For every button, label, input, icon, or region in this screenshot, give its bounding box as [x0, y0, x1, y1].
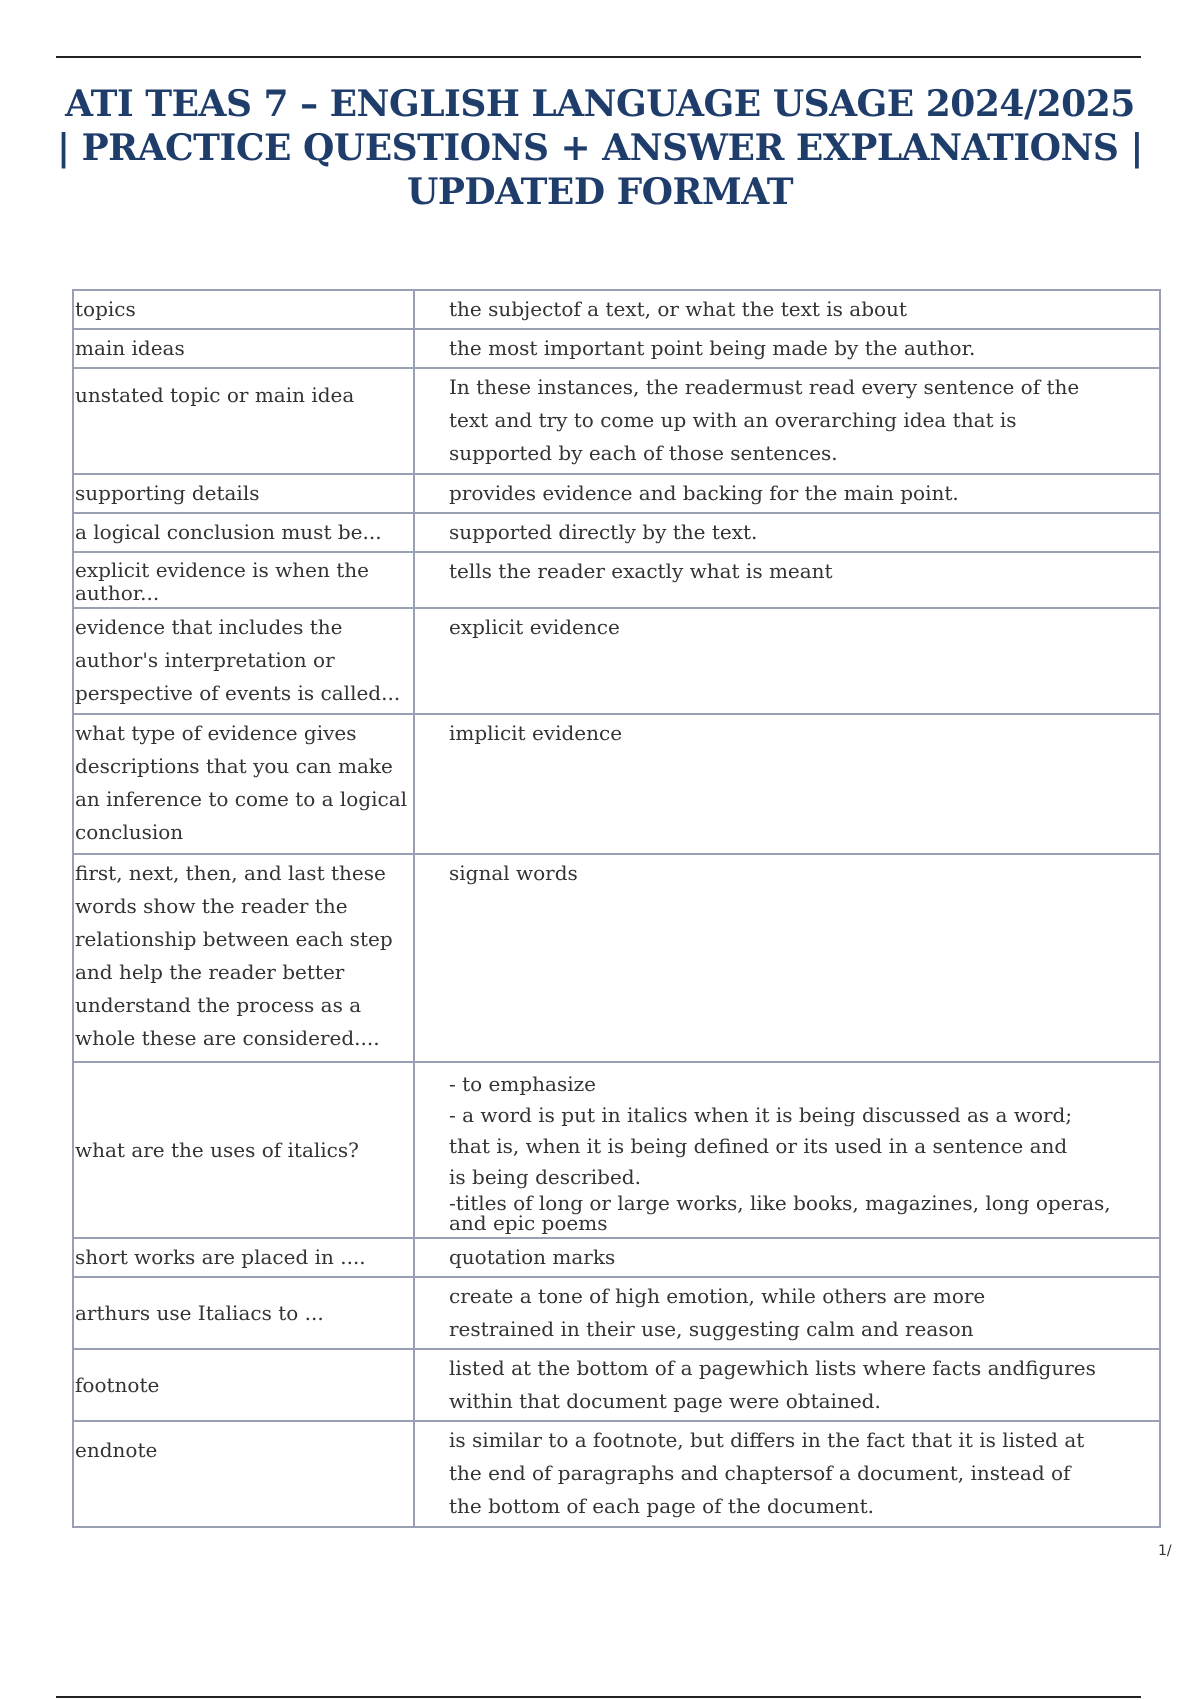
- definition-cell: [414, 714, 1160, 854]
- definition-line: the bottom of each page of the document.: [449, 1494, 875, 1518]
- term-cell: main ideas: [73, 329, 414, 368]
- table-row: [73, 854, 1160, 1062]
- table-row: [73, 474, 1160, 513]
- term-cell: what type of evidence gives descriptions that you can make an inference to come to a logical conclusion: [73, 714, 414, 854]
- table-row: [73, 608, 1160, 714]
- term-cell: endnote: [73, 1421, 414, 1527]
- term-cell: arthurs use Italiacs to ...: [73, 1277, 414, 1349]
- definition-line: the most important point being made by the author.: [449, 336, 976, 360]
- definition-cell: [414, 1238, 1160, 1277]
- definition-cell: [414, 329, 1160, 368]
- term-cell: a logical conclusion must be...: [73, 513, 414, 552]
- definition-line: In these instances, the readermust read every sentence of the: [449, 375, 1080, 399]
- table-row: [73, 1277, 1160, 1349]
- definition-line: the end of paragraphs and chaptersof a document, instead of: [449, 1461, 1071, 1485]
- qa-table: [72, 289, 1161, 1528]
- table-row: [73, 1421, 1160, 1527]
- top-rule: [56, 56, 1141, 58]
- title-line-2: | PRACTICE QUESTIONS + ANSWER EXPLANATIONS |: [56, 127, 1143, 169]
- definition-line: create a tone of high emotion, while others are more: [449, 1284, 986, 1308]
- definition-cell: [414, 552, 1160, 608]
- definition-line: that is, when it is being defined or its used in a sentence and: [449, 1134, 1068, 1158]
- table-row: [73, 714, 1160, 854]
- table-row: [73, 368, 1160, 474]
- title-line-3: UPDATED FORMAT: [406, 171, 794, 213]
- definition-line: listed at the bottom of a pagewhich lists where facts andfigures: [449, 1356, 1096, 1380]
- definition-cell: [414, 608, 1160, 714]
- term-cell: unstated topic or main idea: [73, 368, 414, 474]
- definition-cell: [414, 1349, 1160, 1421]
- definition-cell: [414, 290, 1160, 329]
- definition-cell: [414, 1062, 1160, 1238]
- definition-line: - a word is put in italics when it is being discussed as a word;: [449, 1103, 1073, 1127]
- term-cell: topics: [73, 290, 414, 329]
- table-row: [73, 513, 1160, 552]
- title-line-1: ATI TEAS 7 – ENGLISH LANGUAGE USAGE 2024/2025: [65, 83, 1135, 125]
- definition-line: the subjectof a text, or what the text is about: [449, 297, 907, 321]
- definition-line: quotation marks: [449, 1245, 616, 1269]
- term-cell: short works are placed in ....: [73, 1238, 414, 1277]
- table-row: [73, 552, 1160, 608]
- definition-line: is similar to a footnote, but differs in the fact that it is listed at: [449, 1428, 1085, 1452]
- term-cell: footnote: [73, 1349, 414, 1421]
- definition-line: text and try to come up with an overarching idea that is: [449, 408, 1017, 432]
- term-cell: explicit evidence is when the author...: [73, 552, 414, 608]
- definition-line: signal words: [449, 861, 578, 885]
- definition-line: supported by each of those sentences.: [449, 441, 838, 465]
- definition-line: restrained in their use, suggesting calm and reason: [449, 1317, 974, 1341]
- definition-line: explicit evidence: [449, 615, 620, 639]
- page-number: 1/: [1158, 1543, 1172, 1559]
- table-row: [73, 1062, 1160, 1238]
- definition-line: implicit evidence: [449, 721, 623, 745]
- definition-line: is being described.: [449, 1165, 641, 1189]
- definition-line: within that document page were obtained.: [449, 1389, 881, 1413]
- table-row: [73, 290, 1160, 329]
- definition-cell: [414, 854, 1160, 1062]
- definition-cell: [414, 513, 1160, 552]
- definition-line: tells the reader exactly what is meant: [449, 559, 833, 583]
- bottom-rule: [56, 1696, 1141, 1698]
- definition-line: provides evidence and backing for the main point.: [449, 481, 959, 505]
- table-row: [73, 1238, 1160, 1277]
- definition-line: supported directly by the text.: [449, 520, 758, 544]
- definition-cell: [414, 1277, 1160, 1349]
- definition-line: -titles of long or large works, like books, magazines, long operas, and epic poems: [449, 1191, 1111, 1235]
- definition-cell: [414, 1421, 1160, 1527]
- table-row: [73, 329, 1160, 368]
- term-cell: supporting details: [73, 474, 414, 513]
- table-row: [73, 1349, 1160, 1421]
- definition-cell: [414, 368, 1160, 474]
- term-cell: what are the uses of italics?: [73, 1062, 414, 1238]
- term-cell: evidence that includes the author's interpretation or perspective of events is called...: [73, 608, 414, 714]
- document-title: [30, 82, 1170, 214]
- definition-line: - to emphasize: [449, 1072, 596, 1096]
- definition-cell: [414, 474, 1160, 513]
- term-cell: first, next, then, and last these words show the reader the relationship between each step and help the reader better understand the process as a whole these are considered....: [73, 854, 414, 1062]
